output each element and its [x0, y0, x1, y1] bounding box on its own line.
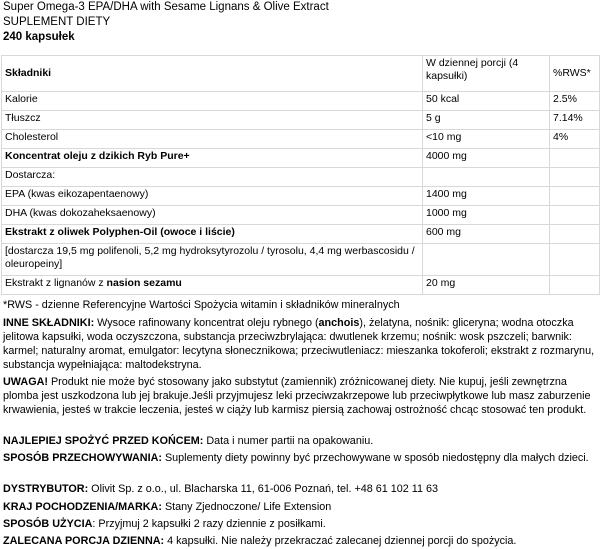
row-rws — [550, 149, 600, 168]
column-header-rws: %RWS* — [550, 56, 600, 92]
distributor-label: DYSTRYBUTOR: — [3, 483, 89, 495]
table-row — [2, 168, 600, 187]
row-amount: 1000 mg — [423, 206, 550, 225]
row-name: Tłuszcz — [2, 111, 423, 130]
row-rws — [550, 206, 600, 225]
row-rws — [550, 244, 600, 276]
row-amount: 20 mg — [423, 276, 550, 295]
product-type: SUPLEMENT DIETY — [3, 16, 111, 28]
row-amount: 600 mg — [423, 225, 550, 244]
row-rws — [550, 276, 600, 295]
distributor-section — [3, 482, 597, 496]
table-row — [2, 130, 600, 149]
row-name-bold: nasion sezamu — [106, 277, 182, 289]
capsule-count: 240 kapsułek — [3, 31, 75, 43]
row-amount: <10 mg — [423, 130, 550, 149]
row-name: Cholesterol — [2, 130, 423, 149]
usage-section — [3, 517, 597, 531]
ingredients-text-b: ), żelatyna, nośnik: gliceryna; wodna otoczka jelitowa kapsułki, woda oczyszczona, substancja przeciwzbrylająca: dwutlenek krzemu; nośnik: wosk pszczeli; barwnik: karmel; naturalny aromat, emulgator: lecytyna słonecznikowa; przeciwutleniacz: mieszanka tokoferoli; ekstrakt z rozmarynu, substancja wypełniająca: maltodekstryna. — [3, 317, 595, 371]
row-name: [dostarcza 19,5 mg polifenoli, 5,2 mg hydroksytyrozolu / tyrosolu, 4,4 mg werbascosidu / oleuropeiny] — [2, 244, 423, 276]
row-name: Ekstrakt z oliwek Polyphen-Oil (owoce i liście) — [2, 225, 423, 244]
column-header-portion: W dziennej porcji (4 kapsułki) — [423, 56, 550, 92]
usage-text: : Przyjmuj 2 kapsułki 2 razy dziennie z posiłkami. — [92, 518, 326, 530]
row-name — [2, 276, 423, 295]
storage-text: Suplementy diety powinny być przechowywane w sposób niedostępny dla małych dzieci. — [161, 452, 589, 464]
row-rws — [550, 187, 600, 206]
storage-label: SPOSÓB PRZECHOWYWANIA: — [3, 452, 162, 464]
table-row — [2, 187, 600, 206]
row-amount: 4000 mg — [423, 149, 550, 168]
row-name: Koncentrat oleju z dzikich Ryb Pure+ — [2, 149, 423, 168]
nutrition-table — [1, 55, 600, 295]
usage-label: SPOSÓB UŻYCIA — [3, 518, 93, 530]
ingredients-text-a: Wysoce rafinowany koncentrat oleju rybnego ( — [94, 317, 319, 329]
row-amount: 50 kcal — [423, 92, 550, 111]
table-header-row — [2, 56, 600, 92]
row-rws: 4% — [550, 130, 600, 149]
table-row — [2, 206, 600, 225]
row-name: Kalorie — [2, 92, 423, 111]
row-name: DHA (kwas dokozaheksaenowy) — [2, 206, 423, 225]
row-name: EPA (kwas eikozapentaenowy) — [2, 187, 423, 206]
table-row — [2, 276, 600, 295]
best-before-label: NAJLEPIEJ SPOŻYĆ PRZED KOŃCEM: — [3, 435, 204, 447]
row-rws: 7.14% — [550, 111, 600, 130]
table-row — [2, 92, 600, 111]
daily-dose-label: ZALECANA PORCJA DZIENNA: — [3, 535, 165, 547]
daily-dose-section — [3, 534, 597, 548]
ingredients-label: INNE SKŁADNIKI: — [3, 317, 95, 329]
storage-section — [3, 451, 597, 465]
origin-section — [3, 500, 597, 514]
warning-label: UWAGA! — [3, 376, 48, 388]
warning-text: Produkt nie może być stosowany jako substytut (zamiennik) zróżnicowanej diety. Nie kupuj, jeśli zewnętrzna plomba jest uszkodzona lub jej brakuje.Jeśli przyjmujesz leki przeciwzakrzepowe lub przeciwpłytkowe lub masz zaburzenie krwawienia, jesteś w trakcie leczenia, jesteś w ciąży lub karmisz piersią zachowaj ostrożność chcąc stosować ten produkt. — [3, 376, 591, 416]
warning-section — [3, 375, 597, 417]
best-before-text: Data i numer partii na opakowaniu. — [203, 435, 374, 447]
row-name: Dostarcza: — [2, 168, 423, 187]
row-amount — [423, 244, 550, 276]
distributor-text: Olivit Sp. z o.o., ul. Blacharska 11, 61-006 Poznań, tel. +48 61 102 11 63 — [88, 483, 439, 495]
table-row — [2, 244, 600, 276]
row-rws: 2.5% — [550, 92, 600, 111]
rws-footnote: *RWS - dzienne Referencyjne Wartości Spożycia witamin i składników mineralnych — [3, 299, 400, 311]
row-amount: 1400 mg — [423, 187, 550, 206]
row-rws — [550, 168, 600, 187]
row-name-prefix: Ekstrakt z lignanów z — [5, 277, 107, 289]
allergen-name: anchois — [318, 317, 360, 329]
row-amount — [423, 168, 550, 187]
origin-label: KRAJ POCHODZENIA/MARKA: — [3, 501, 162, 513]
table-row — [2, 149, 600, 168]
ingredients-section — [3, 316, 597, 372]
column-header-ingredients: Składniki — [2, 56, 423, 92]
product-title: Super Omega-3 EPA/DHA with Sesame Lignans & Olive Extract — [3, 1, 329, 13]
row-rws — [550, 225, 600, 244]
row-amount: 5 g — [423, 111, 550, 130]
table-row — [2, 225, 600, 244]
origin-text: Stany Zjednoczone/ Life Extension — [161, 501, 332, 513]
best-before-section — [3, 434, 597, 448]
daily-dose-text: 4 kapsułki. Nie należy przekraczać zalecanej dziennej porcji do spożycia. — [164, 535, 517, 547]
table-row — [2, 111, 600, 130]
